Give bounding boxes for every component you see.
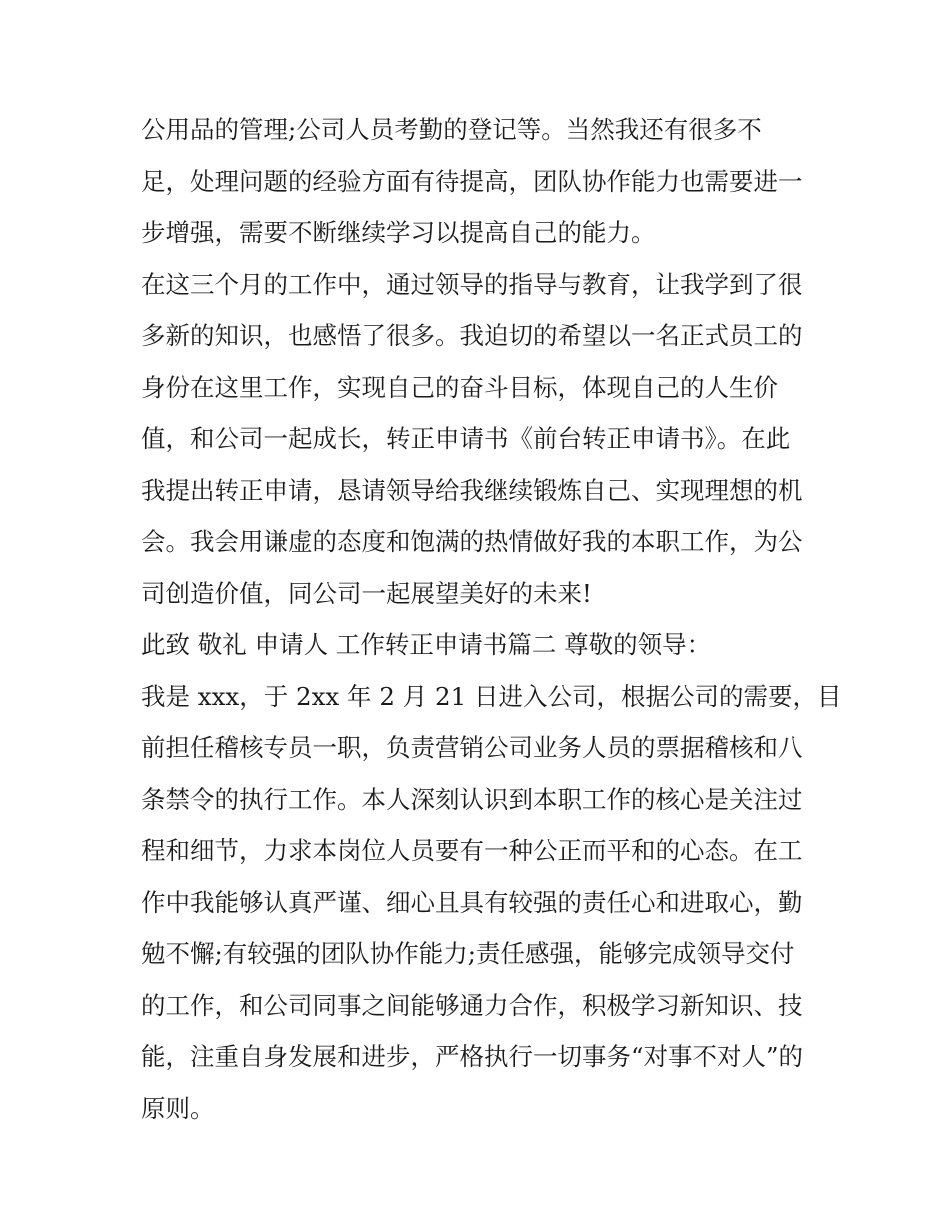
body-text (141, 108, 842, 1138)
text-line: 原则。 (141, 1093, 215, 1123)
text-line: 多新的知识，也感悟了很多。我迫切的希望以一名正式员工的 (141, 321, 803, 350)
text-line: 足，处理问题的经验方面有待提高，团队协作能力也需要进一 (141, 166, 803, 196)
text-line: 司创造价值，同公司一起展望美好的未来! (141, 578, 592, 608)
text-line: 的工作，和公司同事之间能够通力合作，积极学习新知识、技 (141, 990, 803, 1020)
text-line: 公用品的管理;公司人员考勤的登记等。当然我还有很多不 (141, 115, 762, 144)
text-line: 程和细节，力求本岗位人员要有一种公正而平和的心态。在工 (141, 836, 803, 865)
text-line: 条禁令的执行工作。本人深刻认识到本职工作的核心是关注过 (141, 784, 803, 814)
text-line: 身份在这里工作，实现自己的奋斗目标，体现自己的人生价 (141, 372, 778, 402)
text-line: 此致 敬礼 申请人 工作转正申请书篇二 尊敬的领导： (141, 630, 712, 659)
text-line: 勉不懈;有较强的团队协作能力;责任感强，能够完成领导交付 (141, 939, 795, 968)
text-line: 能，注重自身发展和进步，严格执行一切事务“对事不对人”的 (141, 1042, 804, 1071)
text-line: 会。我会用谦虚的态度和饱满的热情做好我的本职工作，为公 (141, 527, 803, 556)
text-line: 前担任稽核专员一职，负责营销公司业务人员的票据稽核和八 (141, 733, 803, 762)
text-line: 作中我能够认真严谨、细心且具有较强的责任心和进取心，勤 (141, 887, 803, 917)
text-line: 值，和公司一起成长，转正申请书《前台转正申请书》。在此 (141, 424, 791, 453)
text-line: 我提出转正申请，恳请领导给我继续锻炼自己、实现理想的机 (141, 475, 803, 505)
text-line: 步增强，需要不断继续学习以提高自己的能力。 (141, 218, 656, 247)
text-line: 在这三个月的工作中，通过领导的指导与教育，让我学到了很 (141, 269, 803, 299)
text-line: 我是 xxx，于 2xx 年 2 月 21 日进入公司，根据公司的需要，目 (141, 681, 842, 711)
